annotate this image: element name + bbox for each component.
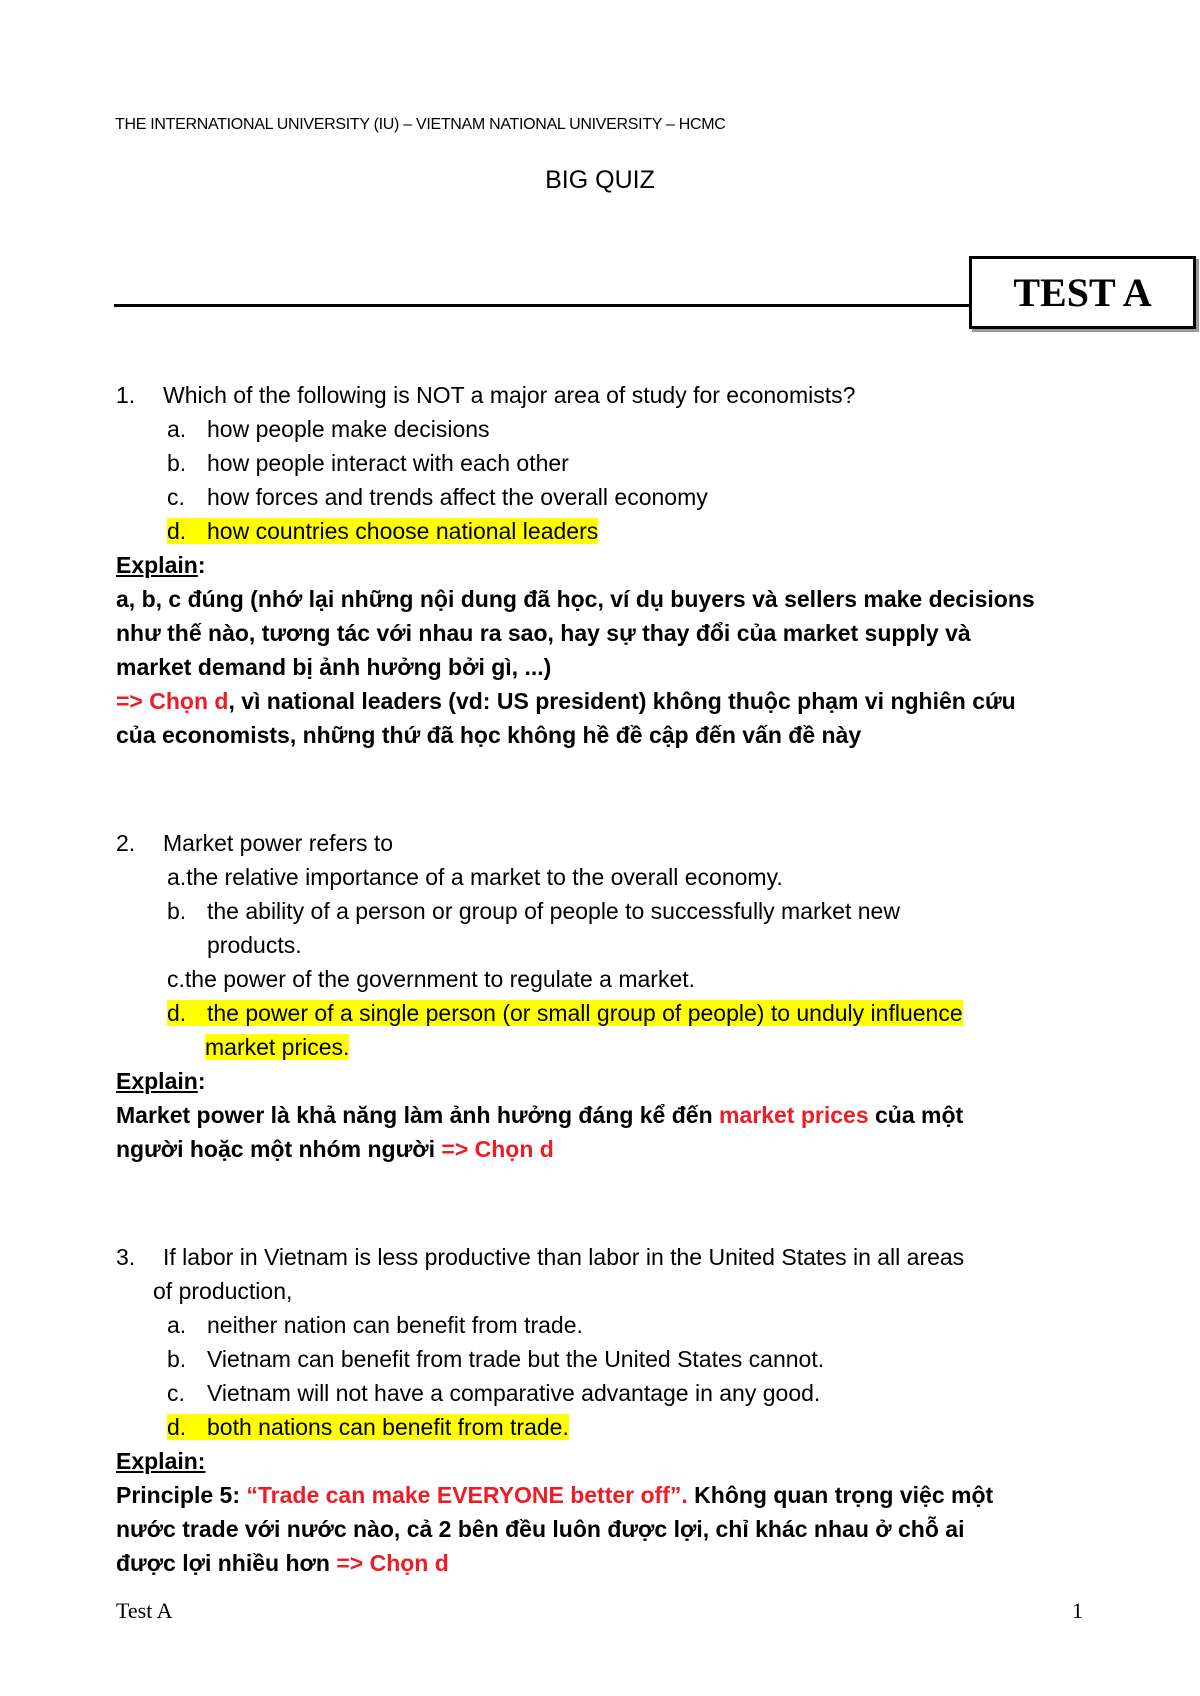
question-3 xyxy=(116,1240,964,1274)
question-2 xyxy=(116,826,393,860)
page-number: 1 xyxy=(1072,1598,1083,1623)
q2-option-d-answer: d. the power of a single person (or small group of people) to unduly influence xyxy=(167,1000,963,1026)
test-label-box xyxy=(969,256,1196,329)
q1-explain-label: Explain: xyxy=(116,552,206,578)
q3-answer-marker: => Chọn d xyxy=(336,1550,449,1576)
q1-answer-marker: => Chọn d xyxy=(116,688,229,714)
q2-option-b: b. the ability of a person or group of people to successfully market new xyxy=(167,898,900,924)
q1-option-d-answer: d. how countries choose national leaders xyxy=(167,518,599,544)
q2-option-b-cont: products. xyxy=(207,932,302,958)
question-2-number: 2. xyxy=(116,830,136,856)
q3-option-c: c. Vietnam will not have a comparative advantage in any good. xyxy=(167,1380,821,1406)
q2-option-c: c.the power of the government to regulate a market. xyxy=(167,966,696,992)
q3-option-b: b. Vietnam can benefit from trade but the United States cannot. xyxy=(167,1346,825,1372)
question-3-text-cont: of production, xyxy=(153,1278,293,1304)
q3-explain-line: nước trade với nước nào, cả 2 bên đều luôn được lợi, chỉ khác nhau ở chỗ ai xyxy=(116,1516,965,1542)
q3-explain-line: Principle 5: “Trade can make EVERYONE better off”. Không quan trọng việc một xyxy=(116,1482,994,1508)
question-1-number: 1. xyxy=(116,382,136,408)
question-1 xyxy=(116,378,855,412)
page-title: BIG QUIZ xyxy=(545,166,655,194)
q2-explain-line: người hoặc một nhóm người => Chọn d xyxy=(116,1136,554,1162)
q2-option-d-cont: market prices. xyxy=(205,1034,350,1060)
q2-explain-label: Explain: xyxy=(116,1068,206,1094)
q2-answer-marker: => Chọn d xyxy=(441,1136,554,1162)
q1-option-c: c. how forces and trends affect the overall economy xyxy=(167,484,708,510)
q2-option-a: a.the relative importance of a market to the overall economy. xyxy=(167,864,783,890)
q1-explain-line: a, b, c đúng (nhớ lại những nội dung đã học, ví dụ buyers và sellers make decisions xyxy=(116,586,1035,612)
q3-option-a: a. neither nation can benefit from trade. xyxy=(167,1312,583,1338)
q3-option-d-answer: d. both nations can benefit from trade. xyxy=(167,1414,569,1440)
question-1-text: Which of the following is NOT a major area of study for economists? xyxy=(163,382,856,408)
q1-explain-line: => Chọn d, vì national leaders (vd: US president) không thuộc phạm vi nghiên cứu xyxy=(116,688,1016,714)
footer-test-label: Test A xyxy=(116,1598,173,1623)
q1-explain-line: market demand bị ảnh hưởng bởi gì, ...) xyxy=(116,654,552,680)
q1-explain-line: như thế nào, tương tác với nhau ra sao, hay sự thay đổi của market supply và xyxy=(116,620,971,646)
q3-explain-line: được lợi nhiều hơn => Chọn d xyxy=(116,1550,449,1576)
q1-explain-line: của economists, những thứ đã học không hề đề cập đến vấn đề này xyxy=(116,722,862,748)
question-3-number: 3. xyxy=(116,1244,136,1270)
university-header: THE INTERNATIONAL UNIVERSITY (IU) – VIETNAM NATIONAL UNIVERSITY – HCMC xyxy=(115,116,726,133)
test-label: TEST A xyxy=(1013,270,1152,315)
q1-option-a: a. how people make decisions xyxy=(167,416,490,442)
header-rule xyxy=(114,304,972,307)
question-3-text: If labor in Vietnam is less productive than labor in the United States in all areas xyxy=(163,1244,965,1270)
question-2-text: Market power refers to xyxy=(163,830,394,856)
q3-explain-label: Explain: xyxy=(116,1448,206,1474)
q2-explain-line: Market power là khả năng làm ảnh hưởng đáng kể đến market prices của một xyxy=(116,1102,964,1128)
q1-option-b: b. how people interact with each other xyxy=(167,450,569,476)
